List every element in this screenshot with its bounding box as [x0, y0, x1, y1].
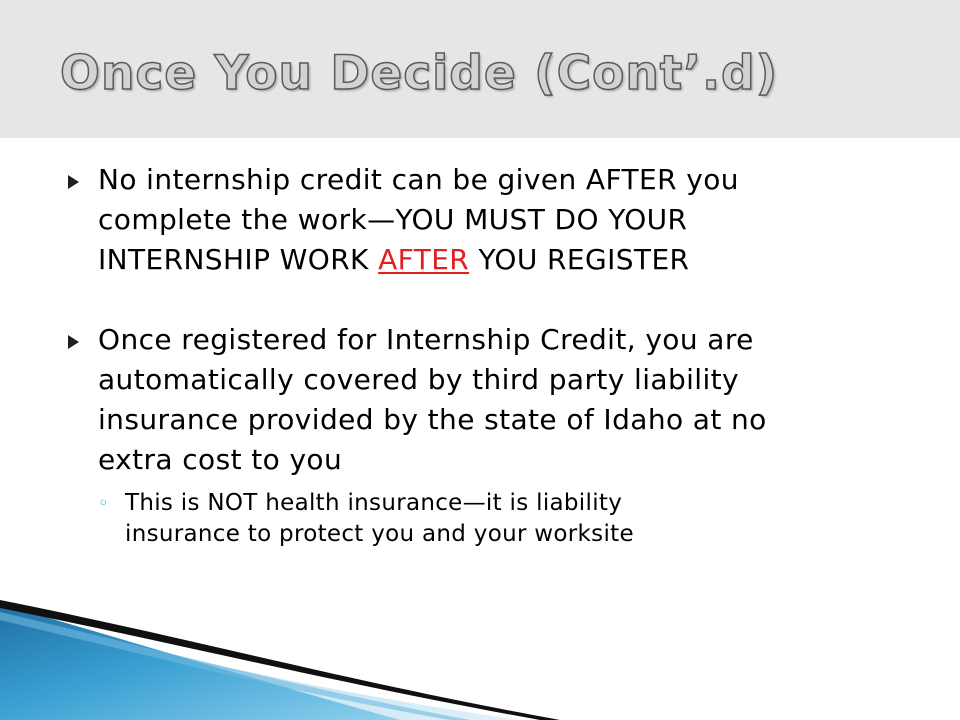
corner-swoosh-decoration: [0, 560, 960, 720]
title-bar: [0, 0, 960, 138]
sub-bullet-item: [98, 488, 920, 550]
slide-content: [60, 160, 920, 550]
arrow-bullet-icon: [66, 160, 82, 200]
sub-bullet-line: This is NOT health insurance—it is liability: [125, 490, 623, 516]
bullet-line: [98, 240, 920, 280]
bullet-item: [60, 160, 920, 280]
bullet-text: YOU REGISTER: [469, 243, 690, 276]
arrow-bullet-icon: [66, 320, 82, 360]
bullet-line: extra cost to you: [98, 443, 343, 476]
bullet-line: complete the work—YOU MUST DO YOUR: [98, 203, 688, 236]
bullet-line: No internship credit can be given AFTER you: [98, 163, 739, 196]
emphasis-text: AFTER: [378, 243, 470, 276]
bullet-line: Once registered for Internship Credit, you are: [98, 323, 754, 356]
sub-bullet-line: insurance to protect you and your worksite: [125, 521, 634, 547]
bullet-line: automatically covered by third party liability: [98, 363, 740, 396]
bullet-item: [60, 320, 920, 480]
slide-title: Once You Decide (Cont’.d): [60, 46, 779, 101]
bullet-line: insurance provided by the state of Idaho at no: [98, 403, 767, 436]
circle-bullet-icon: ◦: [98, 493, 109, 514]
bullet-text: INTERNSHIP WORK: [98, 243, 379, 276]
